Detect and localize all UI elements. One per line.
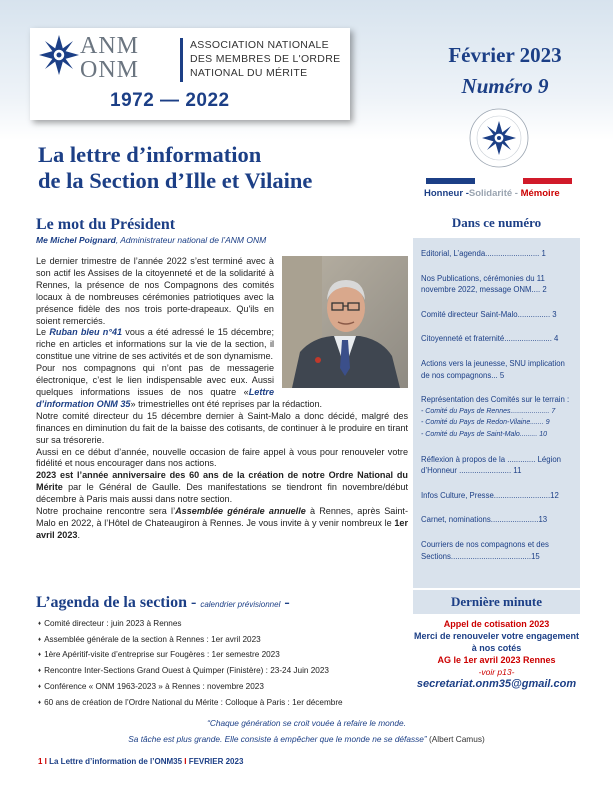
- toc-sub-item[interactable]: - Comité du Pays de Redon-Vilaine....... 9: [421, 419, 550, 427]
- article-paragraph-6: 2023 est l’année anniversaire des 60 ans de la création de notre Ordre National du Mérite par le Général de Gaulle. Des manifestations se tiendront fin novembre/début décembre à Paris mais aussi dans notre section.: [36, 470, 408, 505]
- anniversary-years: 1972 — 2022: [110, 90, 230, 111]
- president-article: [36, 256, 408, 542]
- president-portrait-image: [282, 256, 408, 388]
- article-paragraph-1: Le dernier trimestre de l’année 2022 s’est terminé avec à son actif les Assises de la citoyenneté et de la solidarité à Rennes, la présence de nos Compagnons des comités locaux à de nombreuses cérémonies patriotiques avec la présence fidèle des nos trois porte-drapeaux. Qu'ils en soient remerciés.: [36, 256, 274, 326]
- agenda-item: ♦ 60 ans de création de l’Ordre National du Mérite : Colloque à Paris : 1er décembre: [38, 696, 343, 712]
- toc-item[interactable]: Réflexion à propos de la ............. Légion d’Honneur ........................ 11: [421, 454, 561, 476]
- anm-logo: [30, 28, 350, 120]
- page-footer: 1 I La Lettre d’information de l’ONM35 I FEVRIER 2023: [38, 757, 244, 766]
- table-of-contents: [413, 208, 580, 588]
- agenda-item: ♦ Comité directeur : juin 2023 à Rennes: [38, 617, 343, 633]
- toc-item[interactable]: Citoyenneté et fraternité...................... 4: [421, 334, 559, 344]
- president-section-title: Le mot du Président: [36, 216, 176, 233]
- email-link[interactable]: secretariat.onm35@gmail.com: [416, 678, 577, 690]
- french-flag-bar: [426, 178, 572, 184]
- agenda-item: ♦ Assemblée générale de la section à Rennes : 1er avril 2023: [38, 633, 343, 649]
- order-medal-icon: [468, 107, 530, 169]
- logo-separator: [180, 38, 183, 82]
- agenda-item: ♦ 1ère Apéritif-visite d’entreprise sur Fougères : 1er semestre 2023: [38, 648, 343, 664]
- president-photo: [282, 256, 408, 388]
- toc-list: [421, 248, 573, 575]
- motto: Honneur -Solidarité - Mémoire: [424, 188, 560, 199]
- anm-onm-letters: ANM ONM: [80, 33, 140, 83]
- toc-sub-item[interactable]: - Comité du Pays de Rennes.................... 7: [421, 407, 556, 415]
- toc-sub-item[interactable]: - Comité du Pays de Saint-Malo......... 10: [421, 430, 548, 438]
- toc-item[interactable]: Courriers de nos compagnons et des Sections.....................................15: [421, 539, 549, 561]
- page-title: La lettre d’information de la Section d’Ille et Vilaine: [38, 142, 313, 193]
- toc-item[interactable]: Représentation des Comités sur le terrain : - Comité du Pays de Rennes.................... 7 - Comité du Pays de Redon-Vilaine....... 9 - Comité du Pays de Saint-Malo......... 10: [421, 394, 573, 440]
- toc-title: Dans ce numéro: [413, 208, 580, 238]
- issue-date: Février 2023: [448, 43, 562, 67]
- quote-line-2: Sa tâche est plus grande. Elle consiste à empêcher que le monde ne se défasse” (Albert Camus): [128, 734, 485, 744]
- association-name: ASSOCIATION NATIONALE DES MEMBRES DE L'ORDRE NATIONAL DU MÉRITE: [190, 39, 341, 79]
- agenda-item: ♦ Rencontre Inter-Sections Grand Ouest à Quimper (Finistère) : 23-24 Juin 2023: [38, 664, 343, 680]
- agenda-list: [38, 617, 343, 711]
- last-minute-box: [413, 590, 580, 718]
- article-paragraph-2: Le Ruban bleu n°41 vous a été adressé le 15 décembre; riche en articles et informations sur la vie de la section, il constitue une vitrine de ses activités et de son dynamisme.: [36, 327, 275, 362]
- toc-item[interactable]: Comité directeur Saint-Malo............... 3: [421, 309, 557, 319]
- toc-item[interactable]: Editorial, L’agenda......................... 1: [421, 249, 546, 258]
- president-byline: Me Michel Poignard, Administrateur national de l’ANM ONM: [36, 235, 267, 245]
- agenda-title: L’agenda de la section - calendrier prévisionnel -: [36, 594, 290, 611]
- article-paragraph-5: Aussi en ce début d’année, nouvelle occasion de faire appel à vous pour renouveler votre fidélité et nous encourager dans nos actions.: [36, 446, 408, 469]
- toc-item[interactable]: Infos Culture, Presse..........................12: [421, 490, 559, 500]
- last-minute-title: Dernière minute: [413, 590, 580, 614]
- toc-item[interactable]: Actions vers la jeunesse, SNU implication de nos compagnons... 5: [421, 358, 565, 380]
- last-minute-body: Appel de cotisation 2023 Merci de renouveler votre engagement à nos cotés AG le 1er avril 2023 Rennes -voir p13- secretariat.onm35@gmail.com: [413, 619, 580, 690]
- article-paragraph-7: Notre prochaine rencontre sera l’Assemblée générale annuelle à Rennes, après Saint-Malo en 2022, à l’Hôtel de Chateaugiron à Rennes. Je vous invite à y venir nombreux le 1er avril 2023.: [36, 506, 408, 540]
- article-paragraph-3: Pour nos compagnons qui n’ont pas de messagerie électronique, c’est le lien indispensable avec eux. Aussi quelques informations issues de nos quatre «Lettre d’information ONM 35» trimestrielles ont été reprises par la rédaction.: [36, 363, 323, 409]
- star-cross-icon: [38, 34, 80, 76]
- toc-item[interactable]: Nos Publications, cérémonies du 11 novembre 2022, message ONM.... 2: [421, 273, 547, 295]
- agenda-item: ♦ Conférence « ONM 1963-2023 » à Rennes : novembre 2023: [38, 680, 343, 696]
- toc-item[interactable]: Carnet, nominations......................13: [421, 515, 548, 525]
- quote-line-1: “Chaque génération se croit vouée à refaire le monde.: [207, 718, 406, 728]
- article-paragraph-4: Notre comité directeur du 15 décembre dernier à Saint-Malo a donc décidé, malgré des finances en diminution du fait de la baisse des cotisants, de continuer à le produire en tirant sur sa trésorerie.: [36, 410, 408, 445]
- issue-number: Numéro 9: [461, 74, 549, 98]
